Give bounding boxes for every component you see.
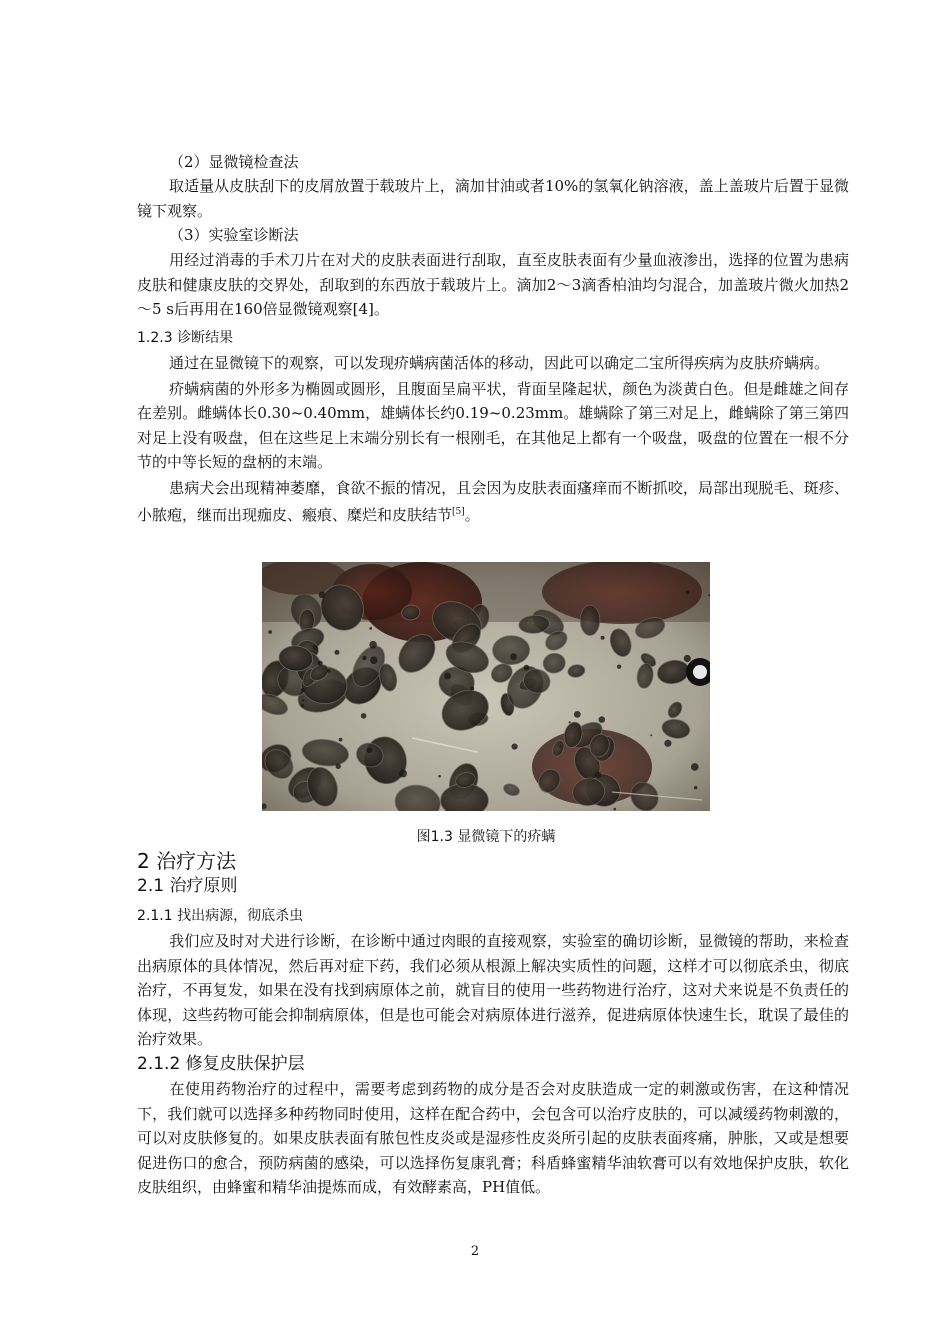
diagnosis-result-heading: 1.2.3 诊断结果 bbox=[137, 330, 234, 346]
section-2-1-2-text: 在使用药物治疗的过程中，需要考虑到药物的成分是否会对皮肤造成一定的刺激或伤害，在这种情况下，我们就可以选择多种药物同时使用，这样在配合药中，会包含可以治疗皮肤的，可以减缓药物刺激的，可以对皮肤修复的。如果皮肤表面有脓包性皮炎或是湿疹性皮炎所引起的皮肤表面疼痛，肿胀，又或是想要促进伤口的愈合，预防病菌的感染，可以选择伤复康乳膏；科盾蜂蜜精华油软膏可以有效地保护皮肤，软化皮肤组织，由蜂蜜和精华油提炼而成，有效酵素高，PH值低。 bbox=[137, 1080, 849, 1196]
lab-method-heading: （3）实验室诊断法 bbox=[169, 226, 299, 244]
chapter-2-title: 2 治疗方法 bbox=[137, 849, 237, 873]
microscope-method-text: 取适量从皮肤刮下的皮屑放置于载玻片上，滴加甘油或者10%的氢氧化钠溶液，盖上盖玻片后置于显微镜下观察。 bbox=[137, 177, 849, 220]
microscope-method-heading: （2）显微镜检查法 bbox=[169, 153, 299, 171]
lab-method-paragraph bbox=[137, 248, 849, 322]
lab-method-text: 用经过消毒的手术刀片在对犬的皮肤表面进行刮取，直至皮肤表面有少量血液渗出，选择的位置为患病皮肤和健康皮肤的交界处，刮取到的东西放于载玻片上。滴加2～3滴香柏油均匀混合，加盖玻片微火加热2～5 s后再用在160倍显微镜观察[4]。 bbox=[137, 251, 849, 318]
figure-caption: 图1.3 显微镜下的疥螨 bbox=[416, 829, 556, 845]
section-2-1-title: 2.1 治疗原则 bbox=[137, 876, 238, 896]
section-2-1-1-title: 2.1.1 找出病源，彻底杀虫 bbox=[137, 908, 304, 924]
mite-microscope-image bbox=[262, 562, 710, 811]
section-2-1-2-title: 2.1.2 修复皮肤保护层 bbox=[137, 1054, 305, 1074]
diagnosis-result-body: 通过在显微镜下的观察，可以发现疥螨病菌活体的移动，因此可以确定二宝所得疾病为皮肤疥螨病。 疥螨病菌的外形多为椭圆或圆形，且腹面呈扁平状，背面呈隆起状，颜色为淡黄白色。但是雌雄之间存在差别。雌螨体长0.30~0.40mm，雄螨体长约0.19~0.23mm。雄螨除了第三对足上，雌螨除了第三第四对足上没有吸盘，但在这些足上末端分别长有一根刚毛，在其他足上都有一个吸盘，吸盘的位置在一根不分节的中等长短的盘柄的末端。 患病犬会出现精神萎靡，食欲不振的情况，且会因为皮肤表面瘙痒而不断抓咬，局部出现脱毛、斑疹、小脓疱，继而出现痂皮、瘢痕、糜烂和皮肤结节[5]。 bbox=[137, 354, 849, 524]
result-paragraph-3: 患病犬会出现精神萎靡，食欲不振的情况，且会因为皮肤表面瘙痒而不断抓咬，局部出现脱毛、斑疹、小脓疱，继而出现痂皮、瘢痕、糜烂和皮肤结节 bbox=[137, 478, 849, 524]
section-2-1-1-body bbox=[137, 929, 849, 1052]
result-paragraph-2: 疥螨病菌的外形多为椭圆或圆形，且腹面呈扁平状，背面呈隆起状，颜色为淡黄白色。但是雌雄之间存在差别。雌螨体长0.30~0.40mm，雄螨体长约0.19~0.23mm。雄螨除了第三对足上，雌螨除了第三第四对足上没有吸盘，但在这些足上末端分别长有一根刚毛，在其他足上都有一个吸盘，吸盘的位置在一根不分节的中等长短的盘柄的末端。 bbox=[137, 379, 849, 471]
microscope-method-paragraph bbox=[137, 174, 849, 223]
section-2-1-1-text: 我们应及时对犬进行诊断，在诊断中通过肉眼的直接观察，实验室的确切诊断，显微镜的帮助，来检查出病原体的具体情况，然后再对症下药，我们必须从根源上解决实质性的问题，这样才可以彻底杀虫，彻底治疗，不再复发，如果在没有找到病原体之前，就盲目的使用一些药物进行治疗，这对犬来说是不负责任的体现，这些药物可能会抑制病原体，但是也可能会对病原体进行滋养，促进病原体快速生长，耽误了最佳的治疗效果。 bbox=[137, 932, 849, 1048]
page-number: 2 bbox=[470, 1244, 480, 1259]
citation-ref: [5] bbox=[452, 507, 465, 517]
result-paragraph-1: 通过在显微镜下的观察，可以发现疥螨病菌活体的移动，因此可以确定二宝所得疾病为皮肤疥螨病。 bbox=[169, 354, 830, 372]
section-2-1-2-body bbox=[137, 1077, 849, 1200]
